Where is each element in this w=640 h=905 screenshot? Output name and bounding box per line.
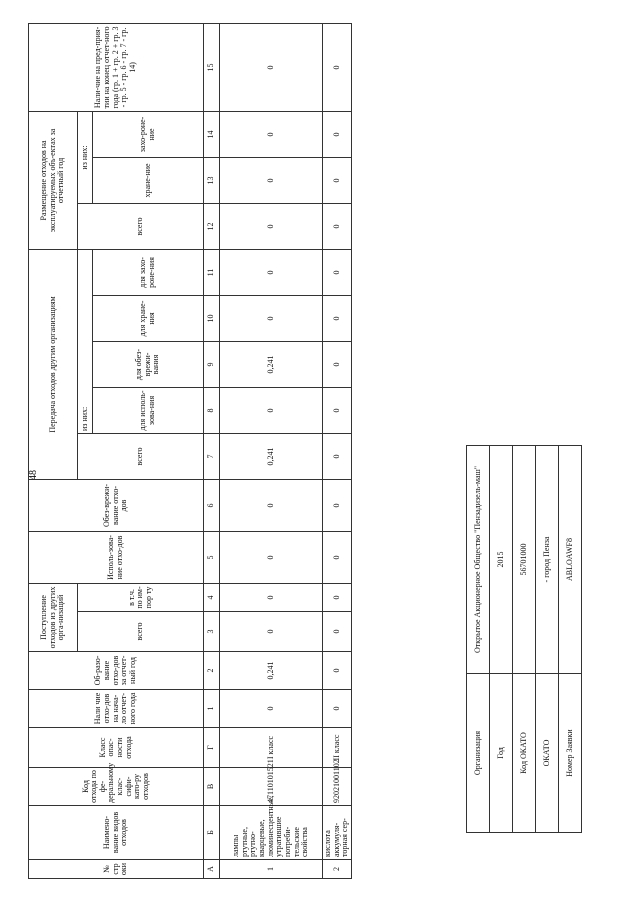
header-formed: Об-разо-вание отхо-дов за отчет-ный год xyxy=(29,652,204,690)
info-label: Код ОКАТО xyxy=(513,674,536,833)
table-row xyxy=(220,23,323,878)
value-cell: 0,241 xyxy=(220,341,323,387)
header-placement-total: всего xyxy=(78,203,204,249)
value-cell: 0 xyxy=(220,23,323,111)
value-cell: 0 xyxy=(220,157,323,203)
value-cell: 0,241 xyxy=(220,652,323,690)
value-cell: 0 xyxy=(220,531,323,583)
info-value: - город Пенза xyxy=(536,446,559,674)
index-cell: 11 xyxy=(204,249,220,295)
header-transfer-bury: для захо-роне-ния xyxy=(93,249,204,295)
info-value: ABLOAWF8 xyxy=(559,446,582,674)
index-cell: Г xyxy=(204,728,220,768)
index-cell: 14 xyxy=(204,111,220,157)
header-placement-of-them: из них: xyxy=(78,111,93,203)
index-cell: 2 xyxy=(204,652,220,690)
value-cell: 0 xyxy=(323,23,352,111)
info-value: Открытое Акционерное Общество "Пензадизель-маш" xyxy=(467,446,490,674)
header-waste-code: Код отхода по фе-деральному клас-сифи-като-ру отходов xyxy=(29,768,204,806)
header-transfer-store: для хране-ния xyxy=(93,295,204,341)
header-received-total: всего xyxy=(78,612,204,652)
value-cell: 0 xyxy=(323,157,352,203)
info-row xyxy=(490,446,513,833)
header-transfer-use: для исполь-зова-ния xyxy=(93,387,204,433)
value-cell: 0 xyxy=(220,111,323,157)
index-cell: 6 xyxy=(204,479,220,531)
value-cell: 0 xyxy=(220,479,323,531)
index-cell: В xyxy=(204,768,220,806)
info-value: 2015 xyxy=(490,446,513,674)
value-cell: 0 xyxy=(323,111,352,157)
value-cell: 0 xyxy=(220,295,323,341)
value-cell: 0 xyxy=(220,690,323,728)
value-cell: 0 xyxy=(323,203,352,249)
index-cell: 13 xyxy=(204,157,220,203)
info-row xyxy=(513,446,536,833)
header-used: Исполь-зова-ние отхо-дов xyxy=(29,531,204,583)
value-cell: 0 xyxy=(220,203,323,249)
index-cell: 9 xyxy=(204,341,220,387)
value-cell: 0 xyxy=(323,583,352,611)
header-placement-bury: захо-роне-ние xyxy=(93,111,204,157)
value-cell: 0 xyxy=(220,583,323,611)
index-cell: 10 xyxy=(204,295,220,341)
header-placement: Размещение отходов на эксплуатируемых объ-ектах за отчетный год xyxy=(29,111,78,249)
index-cell: 8 xyxy=(204,387,220,433)
value-cell: 0 xyxy=(220,387,323,433)
hazard-class: I класс xyxy=(220,728,323,768)
waste-table xyxy=(28,23,352,879)
index-cell: 3 xyxy=(204,612,220,652)
header-transfer-of-them: из них: xyxy=(78,249,93,433)
header-row-number: № стр оки xyxy=(29,860,204,879)
header-transfer-total: всего xyxy=(78,433,204,479)
waste-name: кислота аккумуля-торная сер- xyxy=(323,806,352,860)
header-transfer-neutralize: для обез-врежи-вания xyxy=(93,341,204,387)
value-cell: 0 xyxy=(323,341,352,387)
value-cell: 0 xyxy=(323,387,352,433)
index-cell: 7 xyxy=(204,433,220,479)
header-neutralized: Обез-врежи-вание отхо-дов xyxy=(29,479,204,531)
info-label: ОКАТО xyxy=(536,674,559,833)
header-received-import: в т.ч. по им-пор ту xyxy=(78,583,204,611)
header-transfer: Передача отходов другим организациям xyxy=(29,249,78,479)
info-row xyxy=(467,446,490,833)
header-hazard-class: Класс опас-ности отхода xyxy=(29,728,204,768)
index-cell: Б xyxy=(204,806,220,860)
waste-code: 47110101521 xyxy=(220,768,323,806)
index-cell: 1 xyxy=(204,690,220,728)
info-label: Номер Заявки xyxy=(559,674,582,833)
value-cell: 0,241 xyxy=(220,433,323,479)
waste-code: 92021001102 xyxy=(323,768,352,806)
info-row xyxy=(559,446,582,833)
value-cell: 0 xyxy=(323,690,352,728)
info-row xyxy=(536,446,559,833)
info-label: Организация xyxy=(467,674,490,833)
value-cell: 0 xyxy=(323,652,352,690)
waste-name: лампы ртутные, ртутно-кварцевые, люминесцентные, утратившие потреби-тельские свойства xyxy=(220,806,323,860)
page-number: 48 xyxy=(28,470,39,480)
index-cell: А xyxy=(204,860,220,879)
row-number: 1 xyxy=(220,860,323,879)
value-cell: 0 xyxy=(323,295,352,341)
index-cell: 12 xyxy=(204,203,220,249)
hazard-class: II класс xyxy=(323,728,352,768)
header-waste-name: Наимено-вание видов отходов xyxy=(29,806,204,860)
info-label: Год xyxy=(490,674,513,833)
header-received: Поступление отходов из других орга-низаций xyxy=(29,583,78,651)
value-cell: 0 xyxy=(220,249,323,295)
value-cell: 0 xyxy=(323,479,352,531)
header-placement-store: хране-ние xyxy=(93,157,204,203)
index-cell: 15 xyxy=(204,23,220,111)
value-cell: 0 xyxy=(220,612,323,652)
value-cell: 0 xyxy=(323,531,352,583)
index-cell: 5 xyxy=(204,531,220,583)
table-row xyxy=(323,23,352,878)
index-cell: 4 xyxy=(204,583,220,611)
info-value: 56701000 xyxy=(513,446,536,674)
value-cell: 0 xyxy=(323,612,352,652)
organization-info-table xyxy=(466,445,582,833)
value-cell: 0 xyxy=(323,249,352,295)
header-start-stock: Нали чие отхо-дов на нача-ло отчет-ного года xyxy=(29,690,204,728)
row-number: 2 xyxy=(323,860,352,879)
value-cell: 0 xyxy=(323,433,352,479)
header-end-stock: Нали-чие на пред-прия-тии на конец отчет-ного года (гр. 1 + гр. 2 + гр. 3 - гр. 5 - гр. 6 - гр. 7 - гр. 14) xyxy=(29,23,204,111)
